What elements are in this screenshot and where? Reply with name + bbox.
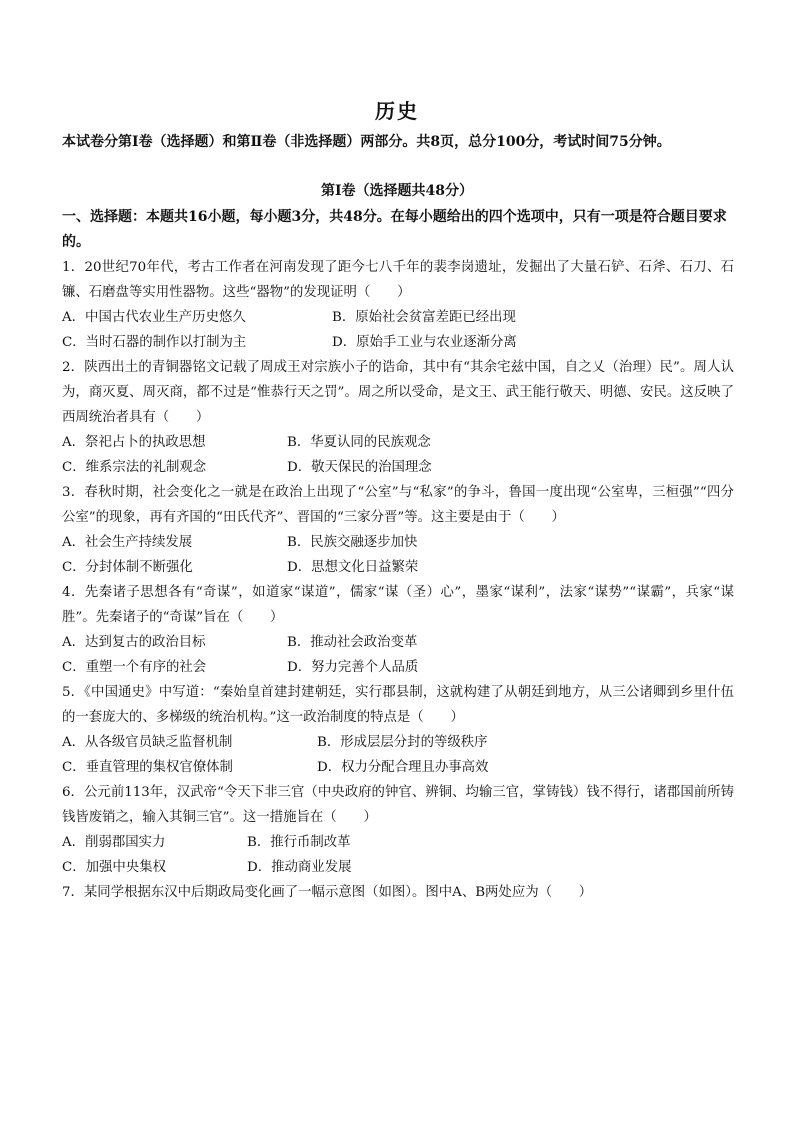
option-d: D．权力分配合理且办事高效 [317, 760, 489, 775]
option-c: C．重塑一个有序的社会 [62, 660, 207, 675]
option-d: D．思想文化日益繁荣 [287, 560, 419, 575]
question-text: 2．陕西出土的青铜器铭文记载了周成王对宗族小子的诰命，其中有“其余宅兹中国，自之乂（治理）民”。周人认为，商灭夏、周灭商，都不过是“惟恭行天之罚”。周之所以受命，是文王、武王能行敬天、明德、安民。这反映了西周统治者具有（ ） [62, 360, 734, 425]
page-title: 历史 [375, 99, 419, 123]
question-5 [62, 680, 734, 780]
option-group [62, 630, 734, 680]
question-text: 1．20世纪70年代，考古工作者在河南发现了距今七八千年的裴李岗遗址，发掘出了大量石铲、石斧、石刀、石镰、石磨盘等实用性器物。这些“器物”的发现证明（ ） [62, 260, 734, 300]
option-d: D．原始手工业与农业逐渐分离 [332, 335, 517, 350]
option-b: B．华夏认同的民族观念 [287, 435, 431, 450]
option-a: A．达到复古的政治目标 [62, 635, 206, 650]
question-6 [62, 780, 734, 880]
option-group [62, 305, 734, 355]
question-text: 6．公元前113年，汉武帝“令天下非三官（中央政府的钟官、辨铜、均输三官，掌铸钱）钱不得行，诸郡国前所铸钱皆废销之，输入其铜三官”。这一措施旨在（ ） [62, 785, 734, 825]
option-b: B．推行币制改革 [247, 835, 351, 850]
option-a: A．中国古代农业生产历史悠久 [62, 310, 246, 325]
section-instruction: 一、选择题：本题共16小题，每小题3分，共48分。在每小题给出的四个选项中，只有一项是符合题目要求的。 [62, 209, 727, 250]
option-b: B．推动社会政治变革 [287, 635, 418, 650]
question-7 [62, 880, 734, 905]
option-d: D．推动商业发展 [247, 860, 352, 875]
question-text: 4．先秦诸子思想各有“奇谋”，如道家“谋道”，儒家“谋（圣）心”，墨家“谋利”，法家“谋势”“谋霸”，兵家“谋胜”。先秦诸子的“奇谋”旨在（ ） [62, 585, 734, 625]
question-2 [62, 355, 734, 480]
option-group [62, 430, 734, 480]
question-4 [62, 580, 734, 680]
option-group [62, 530, 734, 580]
option-c: C．分封体制不断强化 [62, 560, 193, 575]
option-c: C．垂直管理的集权官僚体制 [62, 760, 233, 775]
option-a: A．社会生产持续发展 [62, 535, 193, 550]
option-b: B．民族交融逐步加快 [287, 535, 418, 550]
question-1 [62, 255, 734, 355]
option-a: A．削弱郡国实力 [62, 835, 166, 850]
option-a: A．从各级官员缺乏监督机制 [62, 735, 233, 750]
section-heading: 第Ⅰ卷（选择题共48分） [320, 183, 474, 199]
question-text: 5．《中国通史》中写道：“秦始皇首建封建朝廷，实行郡县制，这就构建了从朝廷到地方，从三公诸卿到乡里什伍的一套庞大的、多梯级的统治机构。”这一政治制度的特点是（ ） [62, 685, 734, 725]
option-d: D．努力完善个人品质 [287, 660, 419, 675]
option-c: C．当时石器的制作以打制为主 [62, 335, 247, 350]
option-b: B．原始社会贫富差距已经出现 [332, 310, 516, 325]
option-group [62, 830, 734, 880]
exam-intro: 本试卷分第Ⅰ卷（选择题）和第Ⅱ卷（非选择题）两部分。共8页，总分100分，考试时间75分钟。 [62, 134, 671, 150]
option-group [62, 730, 734, 780]
question-text: 7．某同学根据东汉中后期政局变化画了一幅示意图（如图）。图中A、B两处应为（ ） [62, 885, 593, 900]
option-d: D．敬天保民的治国理念 [287, 460, 432, 475]
option-a: A．祭祀占卜的执政思想 [62, 435, 206, 450]
question-list [62, 255, 734, 905]
question-text: 3．春秋时期，社会变化之一就是在政治上出现了“公室”与“私家”的争斗，鲁国一度出现“公室卑，三桓强”“四分公室”的现象，再有齐国的“田氏代齐”、晋国的“三家分晋”等。这主要是由于（ ） [62, 485, 734, 525]
question-3 [62, 480, 734, 580]
option-b: B．形成层层分封的等级秩序 [317, 735, 488, 750]
option-c: C．维系宗法的礼制观念 [62, 460, 207, 475]
option-c: C．加强中央集权 [62, 860, 166, 875]
